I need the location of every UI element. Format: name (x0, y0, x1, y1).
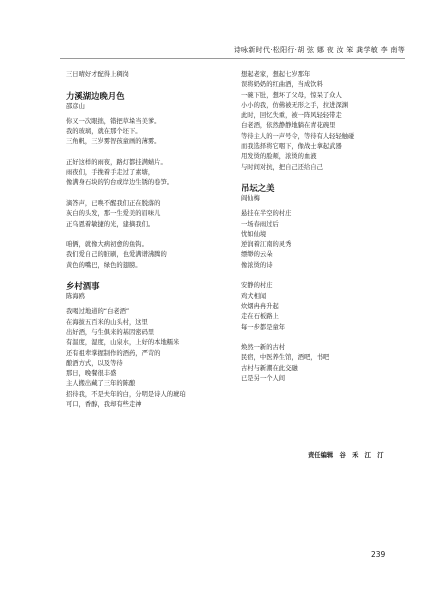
poem-line: 我喝过地道的“白老酒” (66, 308, 130, 316)
page-number: 239 (371, 550, 386, 559)
poem-line: 每一步都是童年 (241, 323, 286, 331)
poem-line: 炊烟冉冉升起 (241, 302, 279, 310)
poem-author: 陈海鸥 (66, 293, 85, 301)
poem-line: 白老酒，依然静静地躺在青花碗里 (241, 122, 336, 130)
poem-line: 像浓烫的诗 (241, 261, 273, 269)
poem-line: 用发烫的脸颊，浓烫的血液 (241, 153, 317, 161)
poem-line: 逆润着江南的灵秀 (241, 241, 292, 249)
right-column (241, 70, 401, 384)
intro-line: 三日晴好才配得上稠岗 (66, 71, 129, 78)
poem-line: 误将奶奶的红曲酒，当成饮料 (241, 81, 323, 89)
poem-line: 有温度，湿度，山泉水，上好的本地糯米 (66, 339, 180, 347)
poem-line: 黄色的嘴巴，绿色的翅膀。 (66, 261, 142, 269)
poem-author: 邵彦山 (66, 102, 85, 110)
poem-line: 悬挂在半空的村庄 (241, 210, 292, 218)
poem-line: 小小的我，仿佛被无形之手，拉进深渊 (241, 101, 349, 109)
poem-line: 焕然一新的古村 (241, 344, 286, 352)
poem-author: 阎仙梅 (241, 195, 260, 203)
poem-line: 我的玻璃，就在那个坯下。 (66, 127, 142, 135)
poem-line: 鸡犬相闻 (241, 292, 267, 300)
poem-line: 三角帆，三岁雾智孩童画的薄雾。 (66, 138, 161, 146)
poem-line: 主人搬出藏了三年的陈酿 (66, 380, 136, 388)
running-header (0, 45, 427, 59)
editor-credit: 责任编辑 谷 禾 江 汀 (308, 452, 384, 459)
header-divider (60, 58, 405, 59)
poem-line: 滴答声，已唤不醒我们正在脱落的 (66, 199, 161, 207)
poem-line: 与时间对抗，把自己还给自己 (241, 163, 323, 171)
poem-line: 在海拔五百米的山头村，这里 (66, 318, 148, 326)
poem-line: 正乌恩着敏捷的光，建摘我们。 (66, 220, 155, 228)
poem-line: 那日，晚餐很丰盛 (66, 370, 117, 378)
poem-line: 你又一次眼拙，错把草垛当美爹。 (66, 117, 161, 125)
poem-line: 还有祖辈掌握制作的酒药，严苛的 (66, 349, 161, 357)
poem-line: 可口，香醇，我却有些走神 (66, 401, 142, 409)
poem-line: 咱俩，就像大病初愈的鱼钩。 (66, 241, 148, 249)
poem-line: 酿酒方式，以及等待 (66, 359, 123, 367)
poem-line: 安静的村庄 (241, 282, 273, 290)
poem-line: 缥缈的云朵 (241, 251, 273, 259)
poem-line: 正好这样的雨夜，路灯都挂满蜻片。 (66, 158, 167, 166)
header-text: 诗咏新时代·松阳行·胡 弦 娜 夜 汝 笨 龚学敏 李 南等 (233, 46, 405, 54)
poem-line: 等待主人的一声号令，等待有人轻轻触碰 (241, 132, 355, 140)
poem-line: 招待我，不是夫年的白，分明是诗人的琥珀 (66, 390, 186, 398)
poem-title: 力溪湖边晚月色 (66, 90, 125, 101)
poem-line: 古村与新潮在此交融 (241, 364, 298, 372)
poem-line: 我们爱自己的脏刷，也爱满谱沸腾的 (66, 251, 167, 259)
poem-line: 雨夜们，手挽着手走过了素塘， (66, 169, 155, 177)
poem-line: 出好酒，与生俱来的基因密码里 (66, 328, 155, 336)
poem-line: 想起老家，想起七岁那年 (241, 71, 311, 78)
poem-line: 像满身石块的钓台或岸边生锈的卷笋。 (66, 179, 174, 187)
poem-line: 一场春雨过后 (241, 220, 279, 228)
poem-line: 走在石板路上 (241, 313, 279, 321)
poem-title: 乡村酒事 (66, 281, 100, 292)
poem-title: 吊坛之美 (241, 183, 275, 194)
poem-line: 而我选择将它咽下，像战士拿起武器 (241, 143, 342, 151)
left-column (66, 70, 241, 410)
poem-line: 此时，回忆失重，被一阵风轻轻带走 (241, 112, 342, 120)
poem-line: 灰白的头发，那一生爱美的眉味儿 (66, 210, 161, 218)
poem-line: 一碗下肚，想坏了父母，惊呆了众人 (241, 91, 342, 99)
poem-line: 忧如仙境 (241, 230, 267, 238)
poem-line: 民宿，中医养生馆，酒吧，书吧 (241, 354, 330, 362)
poem-line: 已是另一个人间 (241, 375, 286, 383)
